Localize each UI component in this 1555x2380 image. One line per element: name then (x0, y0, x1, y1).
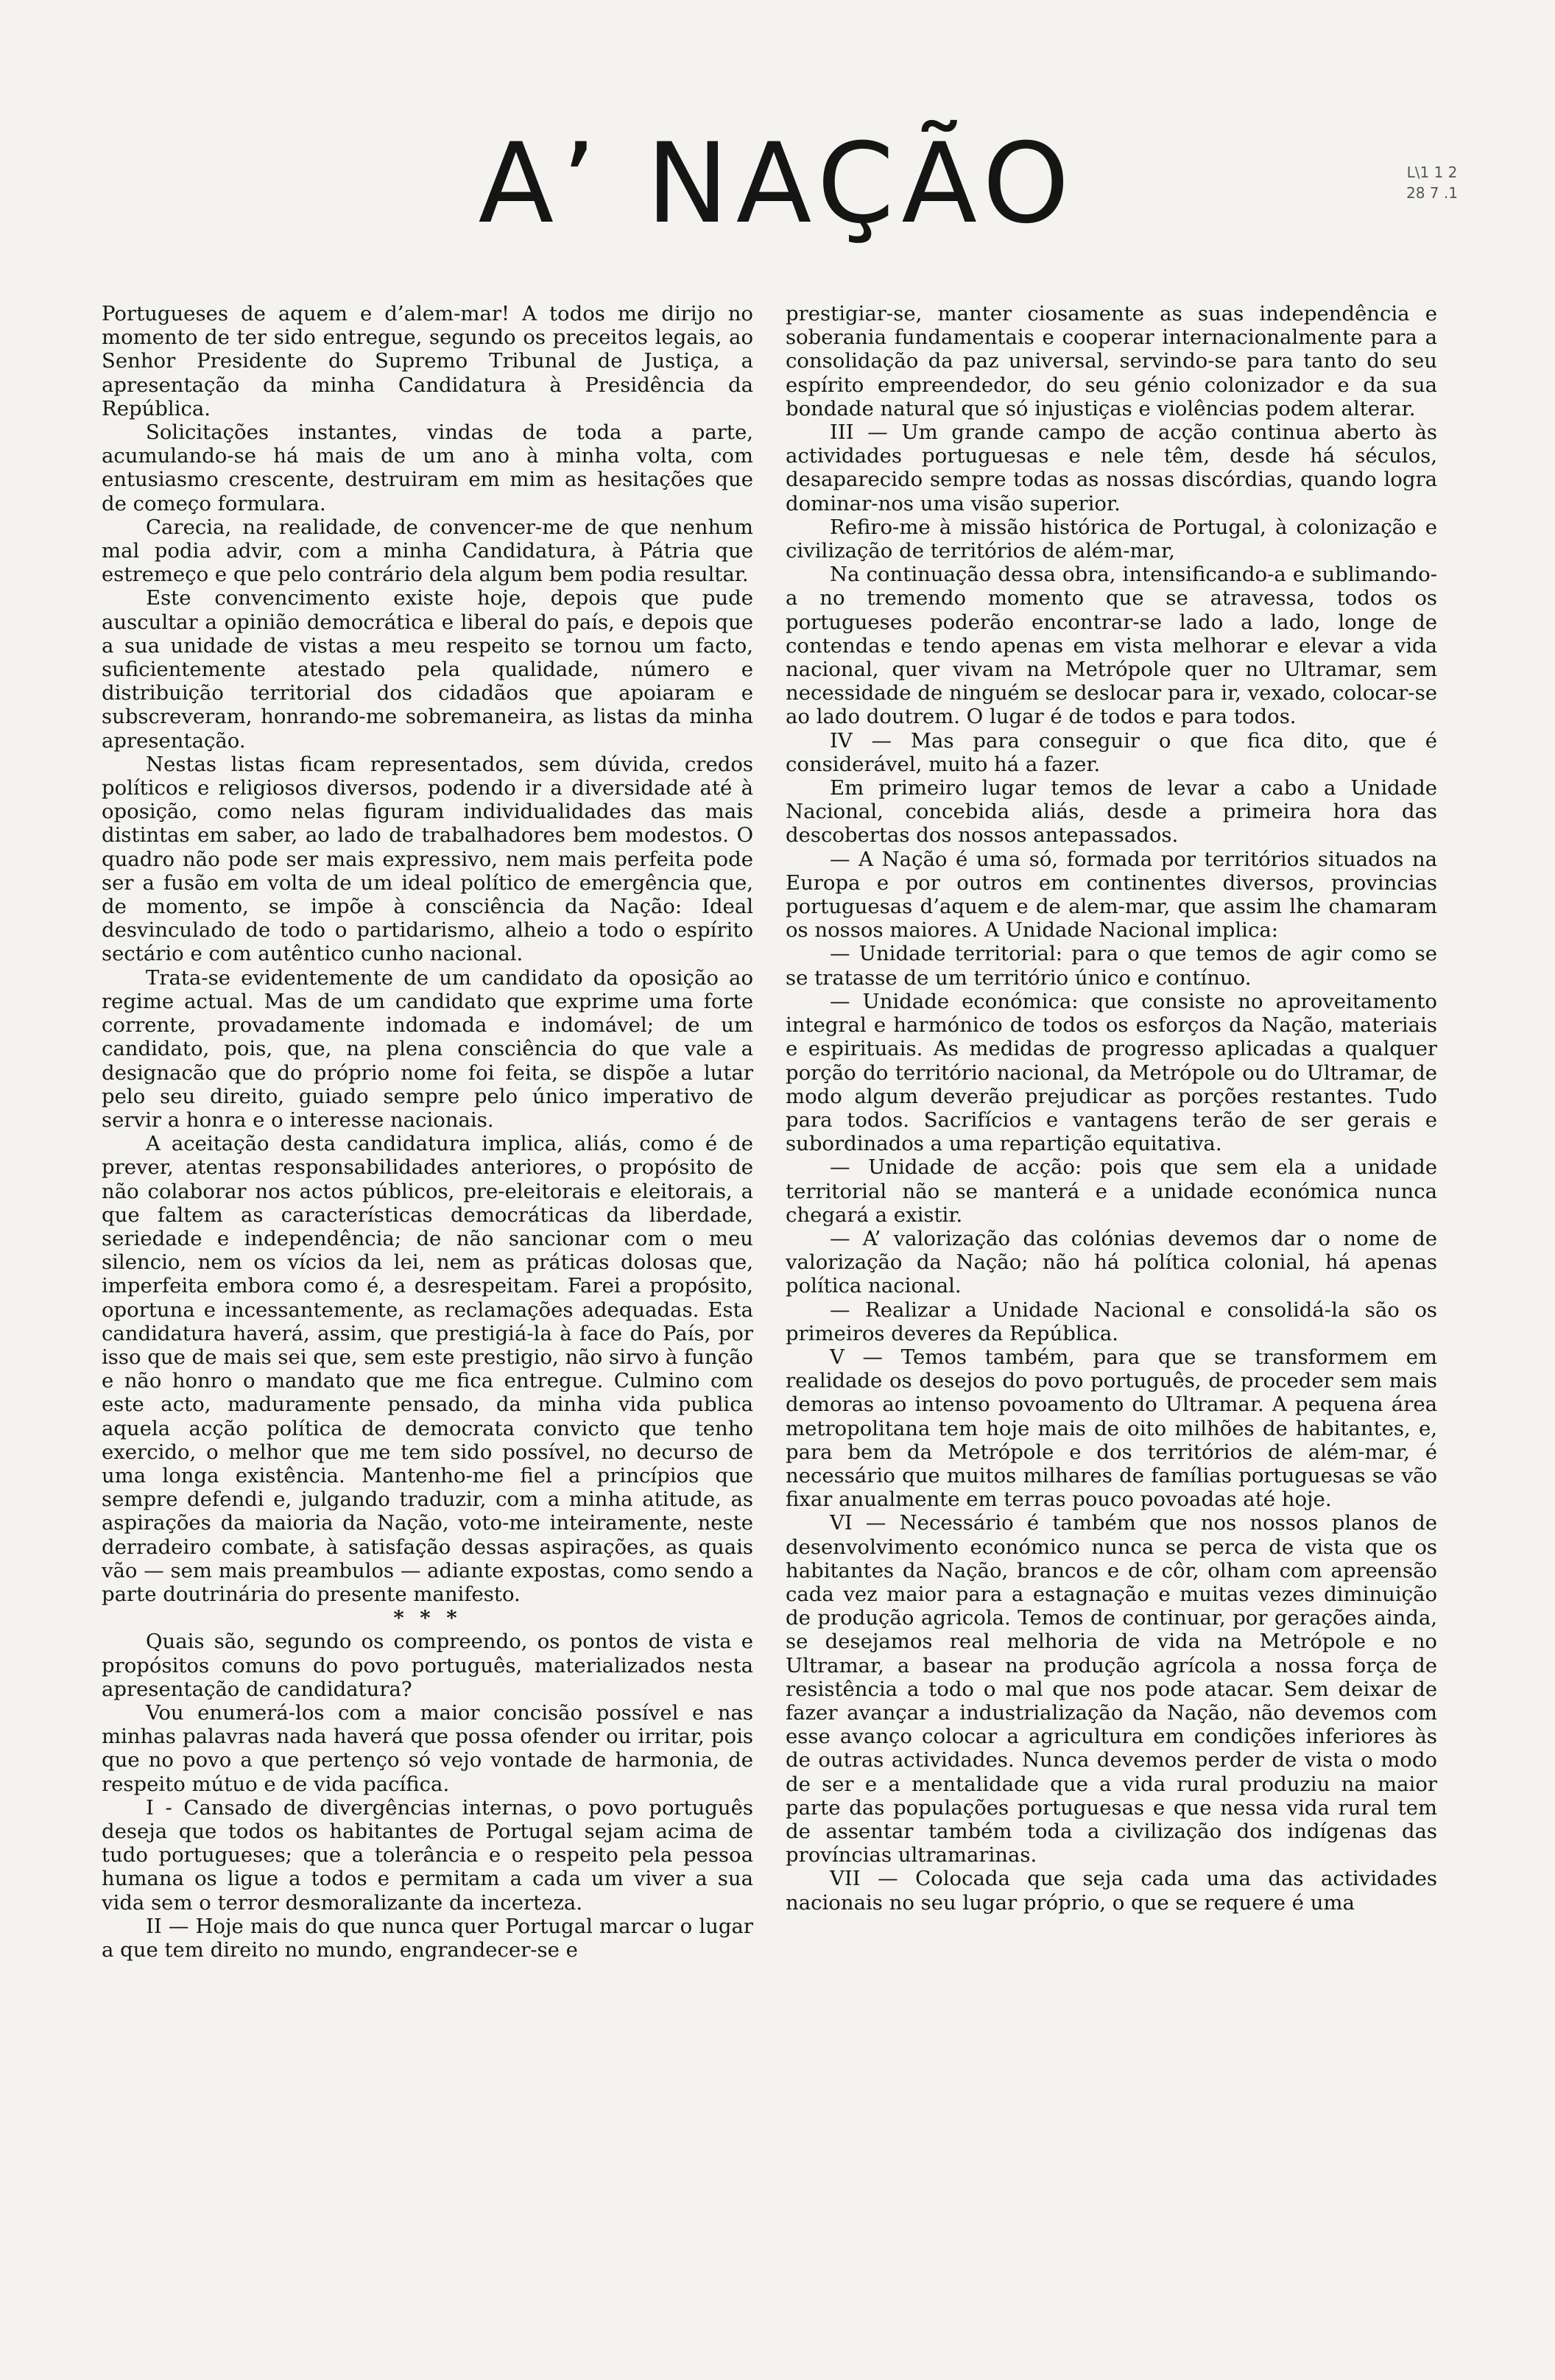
margin-annotation: L\1 1 2 28 7 .1 (1406, 163, 1458, 202)
paragraph: III — Um grande campo de acção continua aberto às actividades portuguesas e nele têm, desde há séculos, desaparecido sempre todas as nossas discórdias, quando logra dominar-nos uma visão superior. (786, 420, 1437, 515)
paragraph: Quais são, segundo os compreendo, os pontos de vista e propósitos comuns do povo português, materializados nesta apresentação de candidatura? (102, 1630, 753, 1701)
paragraph: Solicitações instantes, vindas de toda a parte, acumulando-se há mais de um ano à minha volta, com entusiasmo crescente, destruiram em mim as hesitações que de começo formulara. (102, 420, 753, 515)
paragraph: — A’ valorização das colónias devemos dar o nome de valorização da Nação; não há política colonial, há apenas política nacional. (786, 1226, 1437, 1298)
left-column (102, 302, 753, 2356)
paragraph: VI — Necessário é também que nos nossos planos de desenvolvimento económico nunca se perca de vista que os habitantes da Nação, brancos e de côr, olham com apreensão cada vez maior para a estagnação e muitas vezes diminuição de produção agricola. Temos de continuar, por gerações ainda, se desejamos real melhoria de vida na Metrópole e no Ultramar, a basear na produção agrícola a nossa força de resistência a todo o mal que nos pode atacar. Sem deixar de fazer avançar a industrialização da Nação, não devemos com esse avanço colocar a agricultura em condições inferiores às de outras actividades. Nunca devemos perder de vista o modo de ser e a mentalidade que a vida rural produziu na maior parte das populações portuguesas e que nessa vida rural tem de assentar também toda a civilização dos indígenas das províncias ultramarinas. (786, 1511, 1437, 1867)
paragraph: Refiro-me à missão histórica de Portugal, à colonização e civilização de territórios de além-mar, (786, 515, 1437, 563)
paragraph: Trata-se evidentemente de um candidato da oposição ao regime actual. Mas de um candidato que exprime uma forte corrente, provadamente indomada e indomável; de um candidato, pois, que, na plena consciência do que vale a designacão que do próprio nome foi feita, se dispõe a lutar pelo seu direito, guiado sempre pelo único imperativo de servir a honra e o interesse nacionais. (102, 965, 753, 1132)
paragraph: — A Nação é uma só, formada por territórios situados na Europa e por outros em continentes diversos, provincias portuguesas d’aquem e de alem-mar, que assim lhe chamaram os nossos maiores. A Unidade Nacional implica: (786, 847, 1437, 943)
paragraph: — Unidade territorial: para o que temos de agir como se se tratasse de um território único e contínuo. (786, 942, 1437, 990)
section-divider: * * * (393, 1606, 462, 1630)
paragraph: Vou enumerá-los com a maior concisão possível e nas minhas palavras nada haverá que possa ofender ou irritar, pois que no povo a que pertenço só vejo vontade de harmonia, de respeito mútuo e de vida pacífica. (102, 1700, 753, 1796)
paragraph: — Realizar a Unidade Nacional e consolidá-la são os primeiros deveres da República. (786, 1298, 1437, 1345)
paragraph: A aceitação desta candidatura implica, aliás, como é de prever, atentas responsabilidades anteriores, o propósito de não colaborar nos actos públicos, pre-eleitorais e eleitorais, a que faltem as características democráticas da liberdade, seriedade e independência; de não sancionar com o meu silencio, nem os vícios da lei, nem as práticas dolosas que, imperfeita embora como é, a desrespeitam. Farei a propósito, oportuna e incessantemente, as reclamações adequadas. Esta candidatura haverá, assim, que prestigiá-la à face do País, por isso que de mais sei que, sem este prestigio, não sirvo à função e não honro o mandato que me fica entregue. Culmino com este acto, maduramente pensado, da minha vida publica aquela acção política de democrata convicto que tenho exercido, o melhor que me tem sido possível, no decurso de uma longa existência. Mantenho-me fiel a princípios que sempre defendi e, julgando traduzir, com a minha atitude, as aspirações da maioria da Nação, voto-me inteiramente, neste derradeiro combate, à satisfação dessas aspirações, as quais vão — sem mais preambulos — adiante expostas, como sendo a parte doutrinária do presente manifesto. (102, 1132, 753, 1606)
paragraph: Na continuação dessa obra, intensificando-a e sublimando-a no tremendo momento que se atravessa, todos os portugueses poderão encontrar-se lado a lado, longe de contendas e tendo apenas em vista melhorar e elevar a vida nacional, quer vivam na Metrópole quer no Ultramar, sem necessidade de ninguém se deslocar para ir, vexado, colocar-se ao lado doutrem. O lugar é de todos e para todos. (786, 563, 1437, 729)
paragraph: — Unidade económica: que consiste no aproveitamento integral e harmónico de todos os esforços da Nação, materiais e espirituais. As medidas de progresso aplicadas a qualquer porção do território nacional, da Metrópole ou do Ultramar, de modo algum deverão prejudicar as porções restantes. Tudo para todos. Sacrifícios e vantagens terão de ser gerais e subordinados a uma repartição equitativa. (786, 989, 1437, 1156)
paragraph: VII — Colocada que seja cada uma das actividades nacionais no seu lugar próprio, o que se requere é uma (786, 1867, 1437, 1915)
paragraph: Em primeiro lugar temos de levar a cabo a Unidade Nacional, concebida aliás, desde a primeira hora das descobertas dos nossos antepassados. (786, 776, 1437, 848)
paragraph: Portugueses de aquem e d’alem-mar! A todos me dirijo no momento de ter sido entregue, segundo os preceitos legais, ao Senhor Presidente do Supremo Tribunal de Justiça, a apresentação da minha Candidatura à Presidência da República. (102, 302, 753, 420)
paragraph: IV — Mas para conseguir o que fica dito, que é considerável, muito há a fazer. (786, 728, 1437, 776)
paragraph: prestigiar-se, manter ciosamente as suas independência e soberania fundamentais e cooperar internacionalmente para a consolidação da paz universal, servindo-se para tanto do seu espírito empreendedor, do seu génio colonizador e da sua bondade natural que só injustiças e violências podem alterar. (786, 302, 1437, 420)
paragraph: Nestas listas ficam representados, sem dúvida, credos políticos e religiosos diversos, podendo ir a diversidade até à oposição, como nelas figuram individualidades das mais distintas em saber, ao lado de trabalhadores bem modestos. O quadro não pode ser mais expressivo, nem mais perfeita pode ser a fusão em volta de um ideal político de emergência que, de momento, se impõe à consciência da Nação: Ideal desvinculado de todo o partidarismo, alheio a todo o espírito sectário e com autêntico cunho nacional. (102, 752, 753, 966)
paragraph: Este convencimento existe hoje, depois que pude auscultar a opinião democrática e liberal do país, e depois que a sua unidade de vistas a meu respeito se tornou um facto, suficientemente atestado pela qualidade, número e distribuição territorial dos cidadãos que apoiaram e subscreveram, honrando-me sobremaneira, as listas da minha apresentação. (102, 586, 753, 753)
paragraph: II — Hoje mais do que nunca quer Portugal marcar o lugar a que tem direito no mundo, engrandecer-se e (102, 1914, 753, 1962)
paragraph: Carecia, na realidade, de convencer-me de que nenhum mal podia advir, com a minha Candidatura, à Pátria que estremeço e que pelo contrário dela algum bem podia resultar. (102, 515, 753, 587)
paragraph: I - Cansado de divergências internas, o povo português deseja que todos os habitantes de Portugal sejam acima de tudo portugueses; que a tolerância e o respeito pela pessoa humana os ligue a todos e permitam a cada um viver a sua vida sem o terror desmoralizante da incerteza. (102, 1795, 753, 1915)
paragraph: V — Temos também, para que se transformem em realidade os desejos do povo português, de proceder sem mais demoras ao intenso povoamento do Ultramar. A pequena área metropolitana tem hoje mais de oito milhões de habitantes, e, para bem da Metrópole e dos territórios de além-mar, é necessário que muitos milhares de famílias portuguesas se vão fixar anualmente em terras pouco povoadas até hoje. (786, 1345, 1437, 1512)
right-column (786, 302, 1437, 2356)
paragraph: — Unidade de acção: pois que sem ela a unidade territorial não se manterá e a unidade económica nunca chegará a existir. (786, 1155, 1437, 1227)
page-title: A’ NAÇÃO (478, 120, 1077, 248)
